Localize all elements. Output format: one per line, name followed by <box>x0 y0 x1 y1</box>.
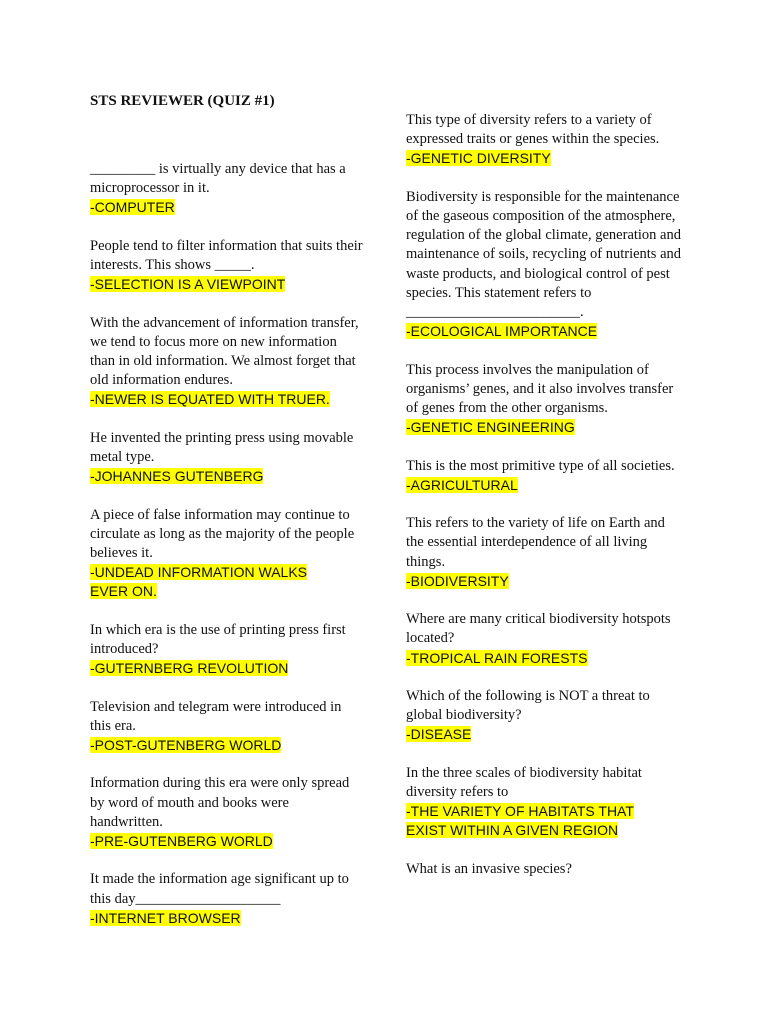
answer-text: EVER ON. <box>90 583 157 600</box>
question-block <box>90 237 365 295</box>
question-text: _________ is virtually any device that has a microprocessor in it. <box>90 161 346 197</box>
answer-highlight <box>90 909 365 928</box>
answer-highlight <box>406 476 681 495</box>
answer-highlight <box>406 572 681 591</box>
question-block <box>406 457 681 495</box>
question-block <box>406 610 681 668</box>
answer-highlight <box>90 275 365 294</box>
question-block <box>406 687 681 745</box>
answer-text: -COMPUTER <box>90 199 175 216</box>
question-block <box>90 314 365 410</box>
question-text: People tend to filter information that suits their interests. This shows _____. <box>90 237 363 273</box>
answer-text: -DISEASE <box>406 726 472 743</box>
question-text: It made the information age significant up to this day____________________ <box>90 871 349 907</box>
answer-text: -ECOLOGICAL IMPORTANCE <box>406 323 598 340</box>
question-text: Which of the following is NOT a threat to global biodiversity? <box>406 688 650 724</box>
question-text: Television and telegram were introduced in this era. <box>90 698 342 734</box>
answer-text: EXIST WITHIN A GIVEN REGION <box>406 822 619 839</box>
right-column <box>406 111 681 898</box>
question-block <box>90 621 365 679</box>
question-block <box>90 429 365 487</box>
question-text: In the three scales of biodiversity habitat diversity refers to <box>406 764 642 800</box>
question-text: Information during this era were only spread by word of mouth and books were handwritten. <box>90 775 350 830</box>
answer-text: -PRE-GUTENBERG WORLD <box>90 833 273 849</box>
question-block <box>406 514 681 591</box>
answer-highlight <box>406 802 681 840</box>
answer-text: -GENETIC DIVERSITY <box>406 150 551 167</box>
left-column <box>90 160 365 947</box>
question-text: This type of diversity refers to a variety of expressed traits or genes within the species. <box>406 112 660 148</box>
question-block <box>90 870 365 928</box>
question-block <box>406 860 681 879</box>
question-block <box>90 160 365 218</box>
answer-text: -AGRICULTURAL <box>406 476 518 493</box>
question-block <box>406 111 681 169</box>
answer-text: -JOHANNES GUTENBERG <box>90 468 264 485</box>
question-block <box>406 764 681 841</box>
question-block <box>90 774 365 851</box>
answer-highlight <box>90 832 365 851</box>
answer-text: -THE VARIETY OF HABITATS THAT <box>406 803 634 820</box>
question-text: Biodiversity is responsible for the maintenance of the gaseous composition of the atmosphere, regulation of the global climate, generation and maintenance of soils, recycling of nutrients and waste products, and biological control of pest species. This statement refers to ________________________. <box>406 188 682 321</box>
question-text: He invented the printing press using movable metal type. <box>90 429 354 465</box>
question-text: This is the most primitive type of all societies. <box>406 457 675 474</box>
answer-highlight <box>90 198 365 217</box>
answer-text: -TROPICAL RAIN FORESTS <box>406 649 588 666</box>
question-block <box>406 361 681 438</box>
answer-text: -BIODIVERSITY <box>406 572 509 589</box>
answer-highlight <box>90 390 365 409</box>
question-block <box>90 698 365 756</box>
answer-highlight <box>406 418 681 437</box>
answer-text: -NEWER IS EQUATED WITH TRUER. <box>90 391 330 408</box>
answer-highlight <box>406 149 681 168</box>
answer-text: -POST-GUTENBERG WORLD <box>90 737 282 753</box>
answer-text: -GENETIC ENGINEERING <box>406 419 575 436</box>
answer-text: -GUTERNBERG REVOLUTION <box>90 660 289 677</box>
question-text: In which era is the use of printing press first introduced? <box>90 621 346 657</box>
question-text: Where are many critical biodiversity hotspots located? <box>406 611 671 647</box>
page-title: STS REVIEWER (QUIZ #1) <box>90 93 275 109</box>
question-block <box>90 506 365 602</box>
answer-highlight <box>90 563 365 601</box>
question-text: A piece of false information may continue to circulate as long as the majority of the people believes it. <box>90 506 355 561</box>
answer-text: -UNDEAD INFORMATION WALKS <box>90 564 308 581</box>
question-text: This refers to the variety of life on Earth and the essential interdependence of all living things. <box>406 515 665 570</box>
question-text: With the advancement of information transfer, we tend to focus more on new information than in old information. We almost forget that old information endures. <box>90 314 359 389</box>
question-text: What is an invasive species? <box>406 860 572 877</box>
answer-highlight <box>406 322 681 341</box>
answer-highlight <box>90 659 365 678</box>
answer-text: -INTERNET BROWSER <box>90 909 241 926</box>
answer-highlight <box>90 736 365 755</box>
answer-highlight <box>406 725 681 744</box>
answer-highlight <box>90 467 365 486</box>
question-text: This process involves the manipulation of organisms’ genes, and it also involves transfer of genes from the other organisms. <box>406 361 674 417</box>
question-block <box>406 188 681 342</box>
answer-text: -SELECTION IS A VIEWPOINT <box>90 276 286 293</box>
answer-highlight <box>406 649 681 668</box>
